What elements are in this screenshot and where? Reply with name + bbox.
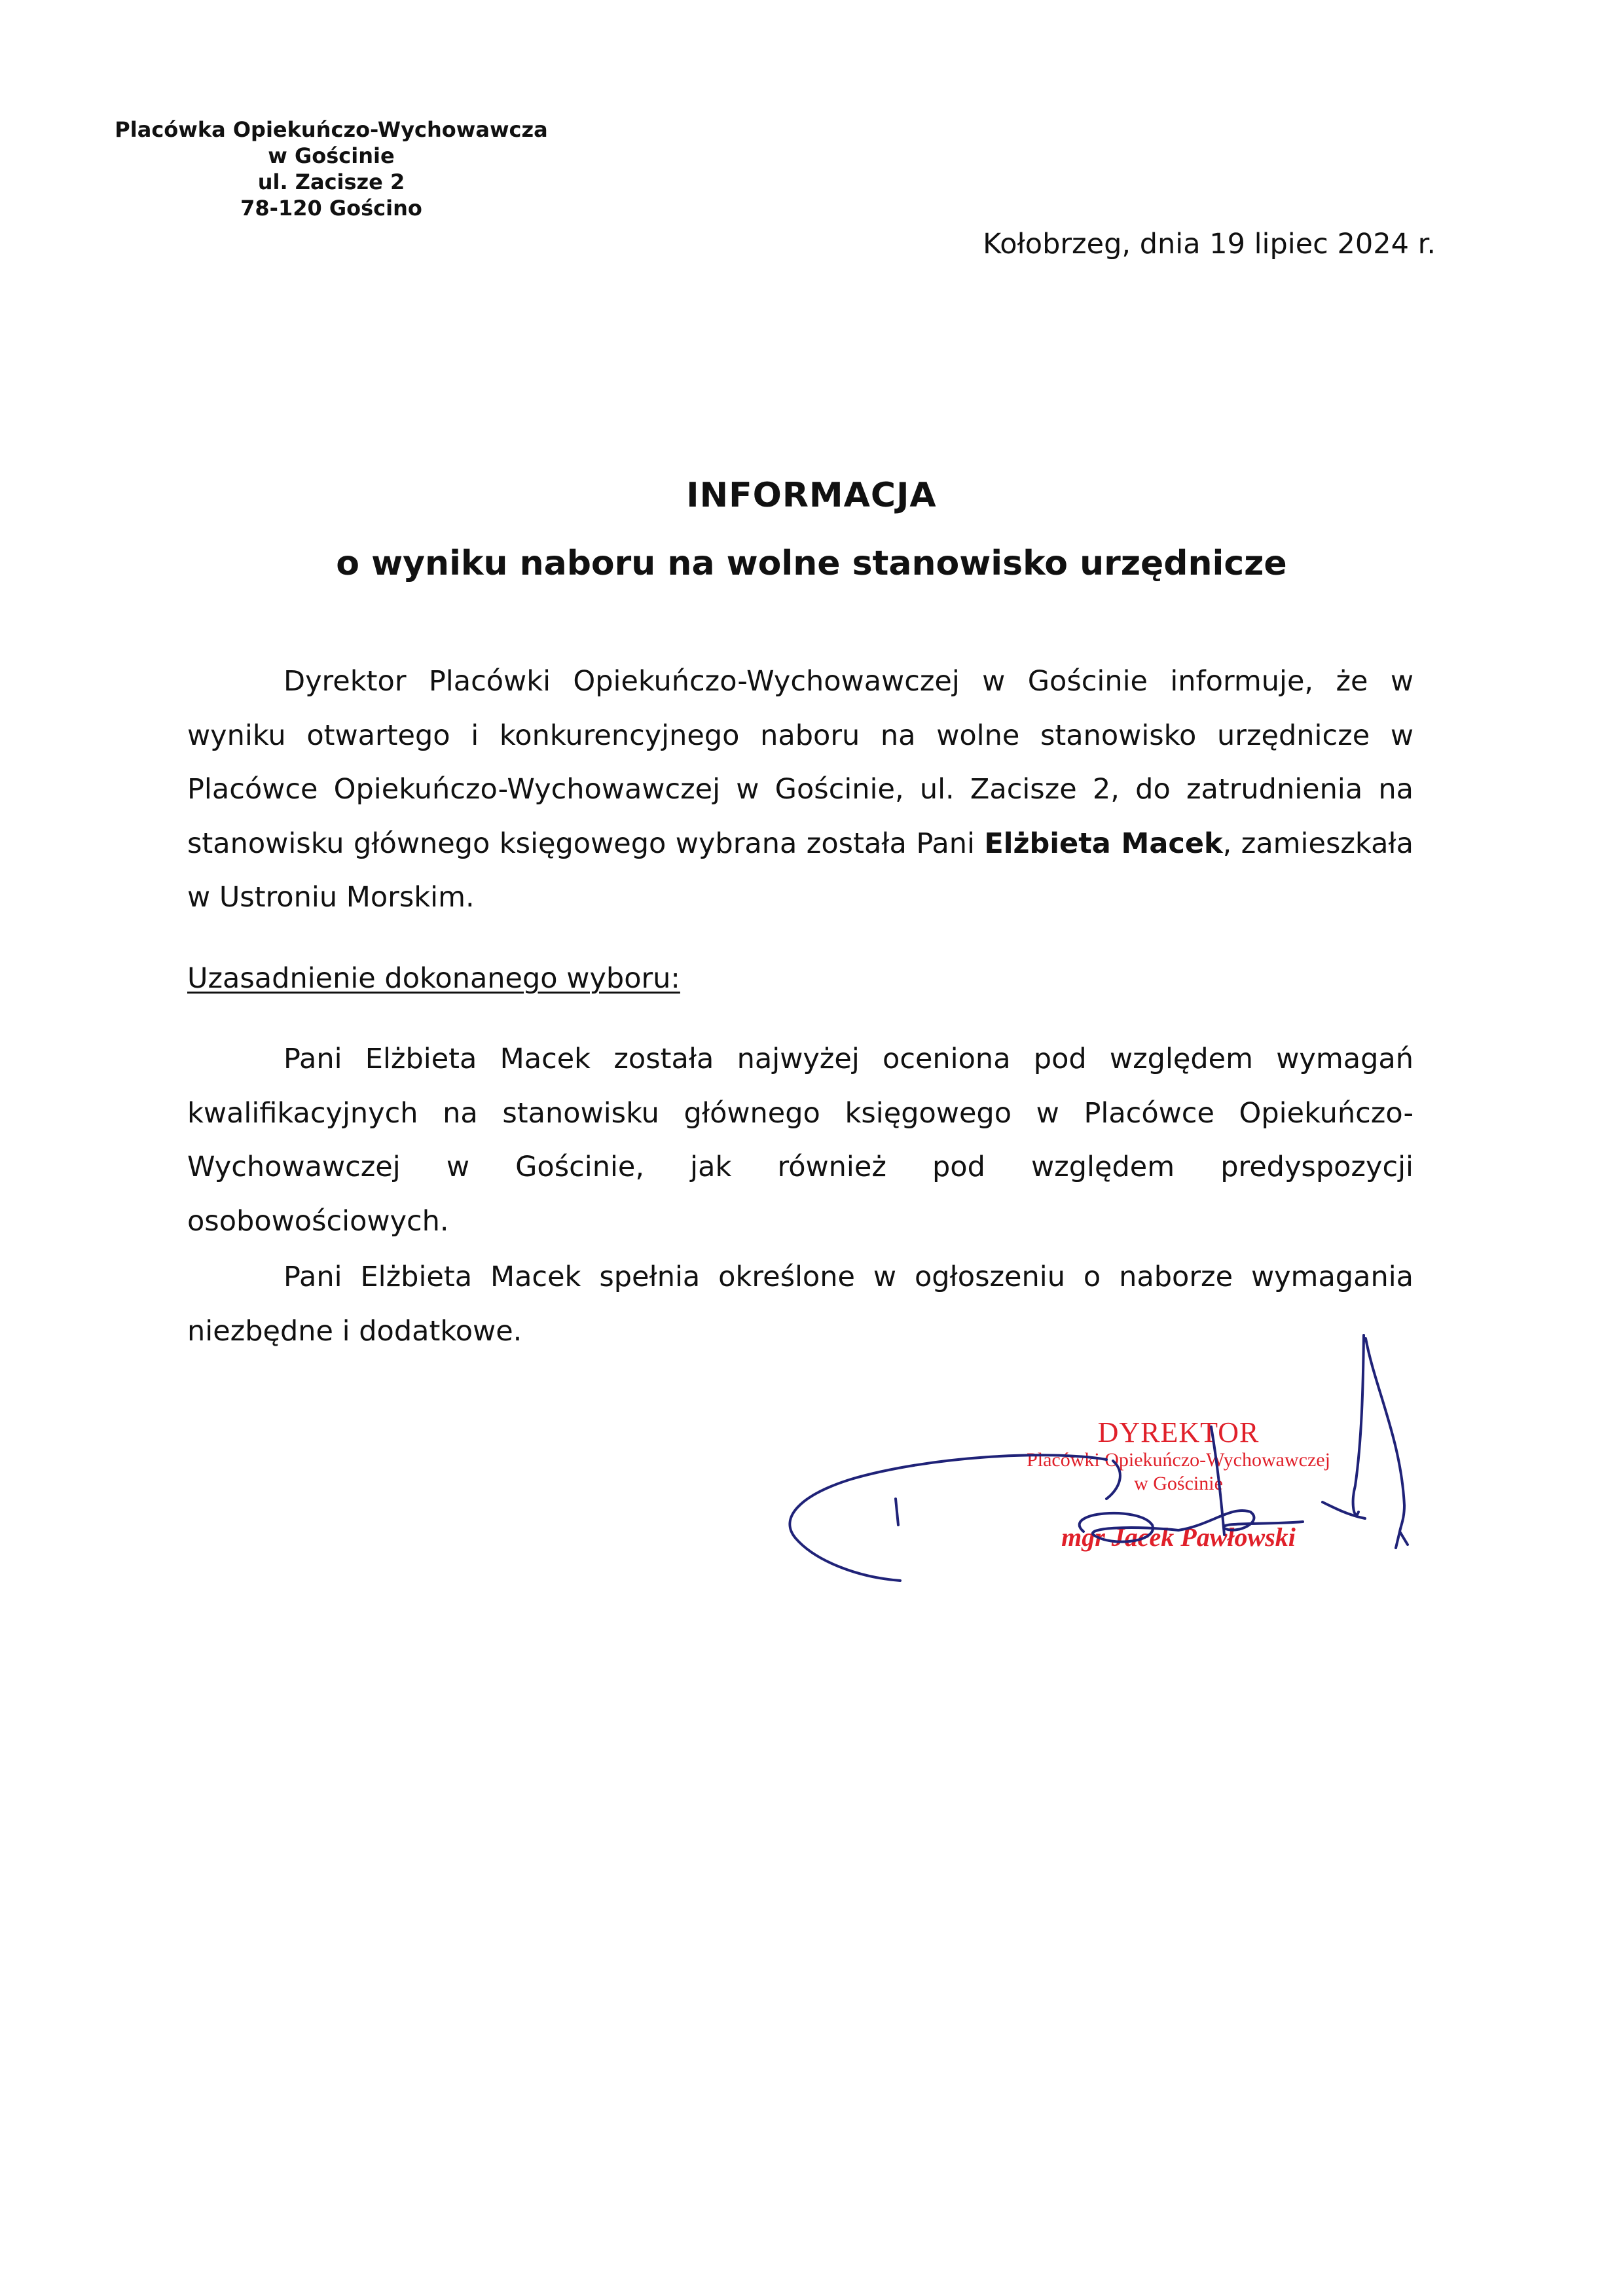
document-subtitle: o wyniku naboru na wolne stanowisko urzędnicze: [336, 544, 1287, 583]
place-and-date: Kołobrzeg, dnia 19 lipiec 2024 r.: [983, 228, 1436, 260]
requirements-paragraph: [187, 1250, 1413, 1358]
stamp-director-name: mgr Jacek Pawłowski: [1061, 1522, 1296, 1552]
justification-text: Pani Elżbieta Macek została najwyżej oceniona pod względem wymagań kwalifikacyjnych na stanowisku głównego księgowego w Placówce Opiekuńczo-Wychowawczej w Gościnie, jak również pod względem predyspozycji osobowościowych.: [187, 1043, 1413, 1238]
sender-postal-city: 78-120 Gościno: [240, 196, 422, 221]
stamp-title: DYREKTOR: [1097, 1416, 1260, 1448]
sender-street: ul. Zacisze 2: [257, 170, 405, 194]
selected-candidate-name: Elżbieta Macek: [984, 827, 1223, 860]
director-stamp: [982, 1417, 1375, 1553]
sender-locality: w Gościnie: [268, 143, 395, 168]
sender-name: Placówka Opiekuńczo-Wychowawcza: [115, 117, 548, 142]
justification-heading: Uzasadnienie dokonanego wyboru:: [187, 962, 680, 995]
stamp-locality: w Gościnie: [1134, 1473, 1223, 1494]
signature-tick: [896, 1499, 898, 1525]
announcement-text-end: , zamieszkała w Ustroniu Morskim.: [187, 827, 1414, 914]
sender-address-block: [98, 117, 564, 221]
justification-paragraph: [187, 1032, 1413, 1248]
requirements-text: Pani Elżbieta Macek spełnia określone w ogłoszeniu o naborze wymagania niezbędne i dodatkowe.: [187, 1261, 1413, 1348]
announcement-paragraph: [187, 655, 1413, 925]
document-title: INFORMACJA: [686, 476, 937, 515]
stamp-institution: Placówki Opiekuńczo-Wychowawczej: [1027, 1449, 1330, 1471]
announcement-text: Dyrektor Placówki Opiekuńczo-Wychowawczej w Gościnie informuje, że w wyniku otwartego i konkurencyjnego naboru na wolne stanowisko urzędnicze w Placówce Opiekuńczo-Wychowawczej w Gościnie, ul. Zacisze 2, do zatrudnienia na stanowisku głównego księgowego wybrana została Pani: [187, 665, 1413, 860]
